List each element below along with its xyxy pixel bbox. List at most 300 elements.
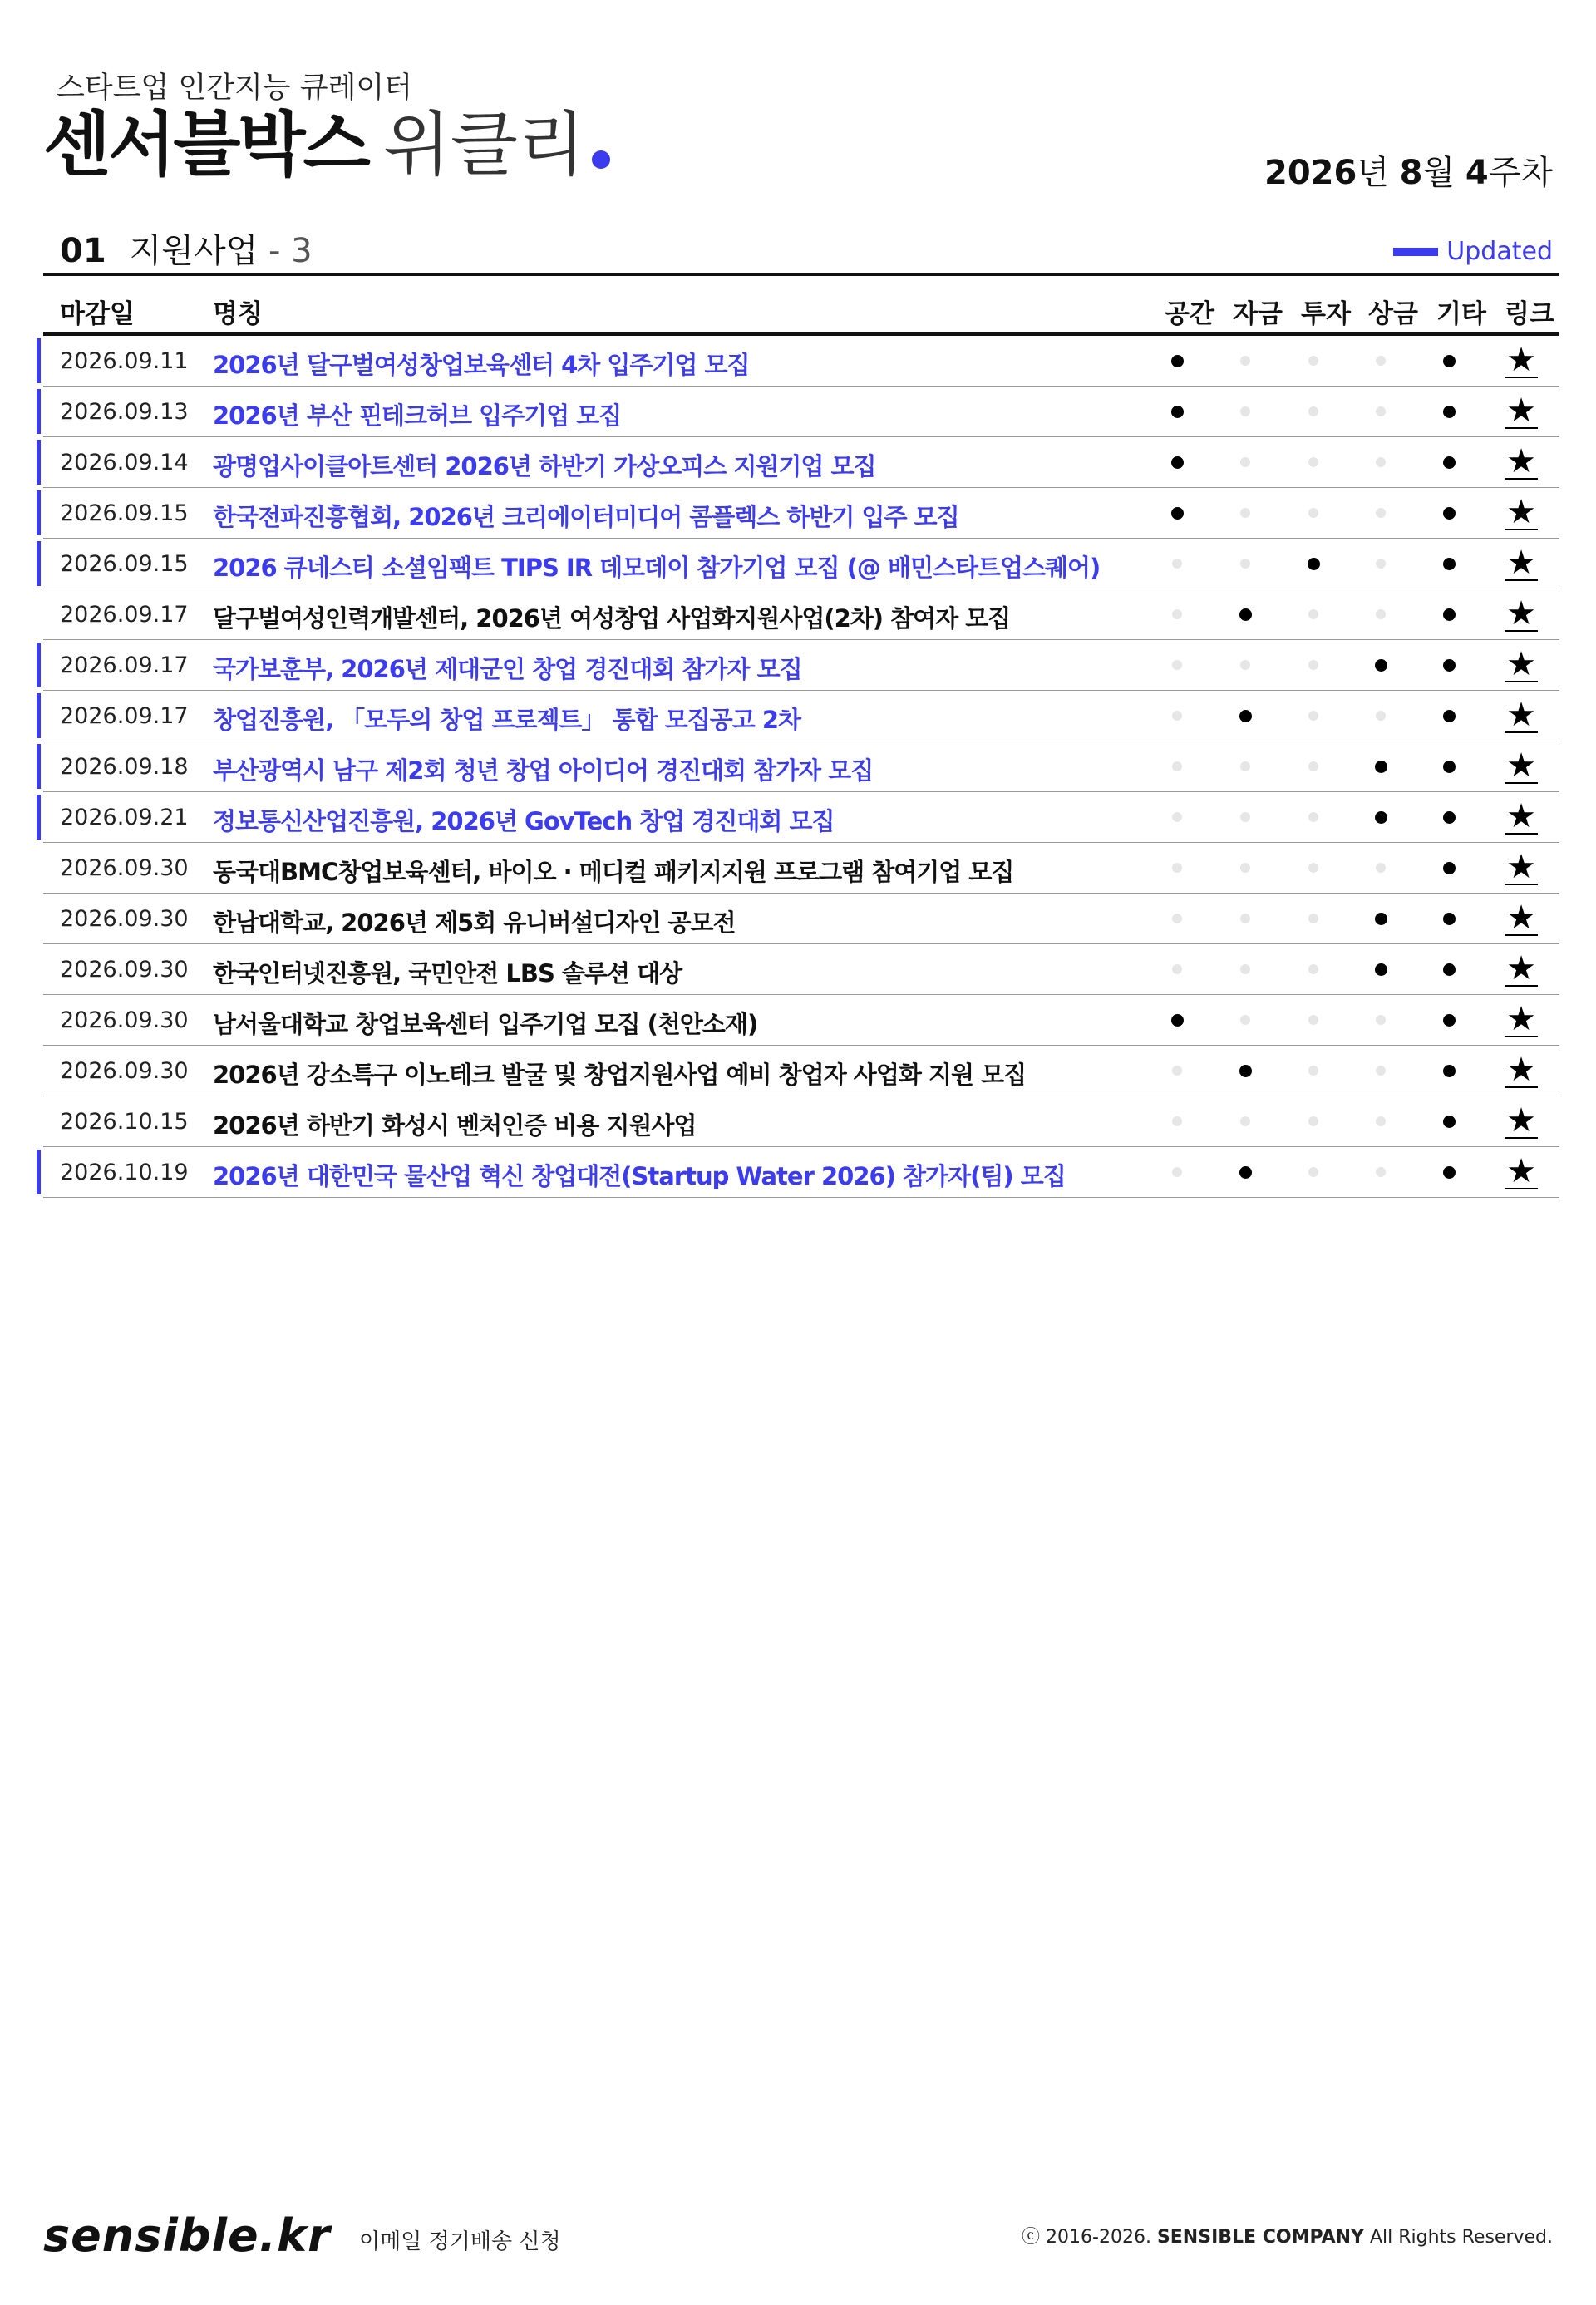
row-invest-cell	[1297, 488, 1330, 538]
row-etc-cell	[1432, 691, 1465, 741]
empty-dot-icon	[1172, 711, 1182, 721]
empty-dot-icon	[1308, 863, 1318, 873]
empty-dot-icon	[1308, 508, 1318, 518]
filled-dot-icon	[1171, 456, 1184, 469]
row-fund-cell	[1229, 691, 1262, 741]
filled-dot-icon	[1239, 710, 1252, 722]
row-space-cell	[1160, 437, 1194, 487]
row-prize-cell	[1364, 792, 1397, 842]
updated-marker	[37, 541, 41, 586]
row-invest-cell	[1297, 894, 1330, 943]
row-prize-cell	[1364, 640, 1397, 690]
empty-dot-icon	[1376, 1015, 1386, 1025]
row-prize-cell	[1364, 488, 1397, 538]
table-row	[43, 1147, 1559, 1198]
empty-dot-icon	[1308, 660, 1318, 670]
row-link-cell	[1500, 1046, 1542, 1096]
filled-dot-icon	[1375, 811, 1387, 824]
table-row	[43, 437, 1559, 488]
empty-dot-icon	[1172, 660, 1182, 670]
row-space-cell	[1160, 539, 1194, 589]
col-etc: 기타	[1436, 299, 1486, 329]
row-deadline: 2026.09.30	[60, 1007, 189, 1033]
row-prize-cell	[1364, 995, 1397, 1045]
row-space-cell	[1160, 995, 1194, 1045]
filled-dot-icon	[1443, 355, 1456, 367]
row-prize-cell	[1364, 437, 1397, 487]
row-name: 부산광역시 남구 제2회 청년 창업 아이디어 경진대회 참가자 모집	[213, 756, 874, 785]
empty-dot-icon	[1376, 457, 1386, 467]
row-link-cell	[1500, 589, 1542, 639]
col-link: 링크	[1505, 299, 1554, 329]
row-invest-cell	[1297, 741, 1330, 791]
empty-dot-icon	[1376, 609, 1386, 619]
empty-dot-icon	[1240, 964, 1250, 974]
row-etc-cell	[1432, 589, 1465, 639]
row-space-cell	[1160, 792, 1194, 842]
week-month: 8	[1399, 154, 1423, 192]
empty-dot-icon	[1376, 508, 1386, 518]
empty-dot-icon	[1376, 1066, 1386, 1076]
filled-dot-icon	[1443, 1065, 1456, 1077]
row-deadline: 2026.09.17	[60, 602, 189, 628]
empty-dot-icon	[1308, 406, 1318, 416]
title-brand: 센서블박스	[43, 104, 368, 185]
row-link-cell	[1500, 1096, 1542, 1146]
header-subtitle: 스타트업 인간지능 큐레이터	[57, 71, 412, 105]
row-fund-cell	[1229, 589, 1262, 639]
row-deadline: 2026.09.17	[60, 703, 189, 729]
filled-dot-icon	[1171, 355, 1184, 367]
table-row	[43, 589, 1559, 640]
row-deadline: 2026.09.13	[60, 399, 189, 425]
updated-legend-label: Updated	[1446, 237, 1553, 266]
row-prize-cell	[1364, 1096, 1397, 1146]
updated-marker	[37, 389, 41, 434]
empty-dot-icon	[1376, 863, 1386, 873]
row-prize-cell	[1364, 589, 1397, 639]
row-prize-cell	[1364, 539, 1397, 589]
table-row	[43, 488, 1559, 539]
row-etc-cell	[1432, 741, 1465, 791]
star-link-icon[interactable]: ★	[1506, 442, 1536, 480]
week-year: 2026	[1264, 154, 1357, 192]
row-space-cell	[1160, 1147, 1194, 1197]
row-link-cell	[1500, 539, 1542, 589]
copyright-company: SENSIBLE COMPANY	[1156, 2227, 1364, 2248]
col-invest: 투자	[1301, 299, 1351, 329]
filled-dot-icon	[1375, 659, 1387, 672]
row-space-cell	[1160, 843, 1194, 893]
updated-legend	[1393, 237, 1553, 266]
table-row	[43, 995, 1559, 1046]
week-label	[1264, 146, 1553, 194]
row-name: 광명업사이클아트센터 2026년 하반기 가상오피스 지원기업 모집	[213, 452, 876, 480]
row-space-cell	[1160, 741, 1194, 791]
empty-dot-icon	[1240, 559, 1250, 569]
filled-dot-icon	[1239, 608, 1252, 621]
row-space-cell	[1160, 387, 1194, 436]
star-link-icon[interactable]: ★	[1506, 1152, 1536, 1190]
row-deadline: 2026.10.19	[60, 1160, 189, 1185]
row-fund-cell	[1229, 741, 1262, 791]
empty-dot-icon	[1376, 711, 1386, 721]
row-name: 한국인터넷진흥원, 국민안전 LBS 솔루션 대상	[213, 959, 682, 988]
updated-marker	[37, 1150, 41, 1194]
subscribe-link[interactable]: 이메일 정기배송 신청	[359, 2229, 561, 2254]
empty-dot-icon	[1308, 1066, 1318, 1076]
row-etc-cell	[1432, 843, 1465, 893]
star-link-icon[interactable]: ★	[1506, 1051, 1536, 1089]
row-space-cell	[1160, 488, 1194, 538]
filled-dot-icon	[1443, 608, 1456, 621]
filled-dot-icon	[1443, 862, 1456, 874]
row-deadline: 2026.09.15	[60, 500, 189, 526]
empty-dot-icon	[1240, 863, 1250, 873]
row-deadline: 2026.09.30	[60, 957, 189, 983]
row-invest-cell	[1297, 1096, 1330, 1146]
filled-dot-icon	[1239, 1166, 1252, 1179]
empty-dot-icon	[1240, 812, 1250, 822]
row-space-cell	[1160, 1046, 1194, 1096]
updated-marker	[37, 440, 41, 485]
filled-dot-icon	[1239, 1065, 1252, 1077]
row-space-cell	[1160, 589, 1194, 639]
table-row	[43, 894, 1559, 944]
empty-dot-icon	[1240, 761, 1250, 771]
star-link-icon[interactable]: ★	[1506, 848, 1536, 886]
row-etc-cell	[1432, 437, 1465, 487]
updated-marker	[37, 490, 41, 535]
empty-dot-icon	[1240, 406, 1250, 416]
row-fund-cell	[1229, 437, 1262, 487]
star-link-icon[interactable]: ★	[1506, 899, 1536, 937]
table-row	[43, 1096, 1559, 1147]
row-fund-cell	[1229, 894, 1262, 943]
empty-dot-icon	[1172, 1116, 1182, 1126]
row-link-cell	[1500, 488, 1542, 538]
row-deadline: 2026.09.21	[60, 805, 189, 830]
row-prize-cell	[1364, 691, 1397, 741]
star-link-icon[interactable]: ★	[1506, 696, 1536, 734]
empty-dot-icon	[1308, 812, 1318, 822]
row-fund-cell	[1229, 1147, 1262, 1197]
star-link-icon[interactable]: ★	[1506, 392, 1536, 430]
table-row	[43, 387, 1559, 437]
week-number-suffix: 주차	[1488, 154, 1553, 192]
empty-dot-icon	[1376, 406, 1386, 416]
section-heading	[60, 224, 313, 272]
empty-dot-icon	[1376, 1116, 1386, 1126]
filled-dot-icon	[1443, 1014, 1456, 1027]
row-link-cell	[1500, 1147, 1542, 1197]
empty-dot-icon	[1308, 914, 1318, 923]
row-deadline: 2026.09.15	[60, 551, 189, 577]
filled-dot-icon	[1375, 963, 1387, 976]
star-link-icon[interactable]: ★	[1506, 493, 1536, 531]
row-name: 국가보훈부, 2026년 제대군인 창업 경진대회 참가자 모집	[213, 655, 802, 683]
empty-dot-icon	[1172, 1066, 1182, 1076]
empty-dot-icon	[1172, 609, 1182, 619]
updated-marker	[37, 338, 41, 383]
empty-dot-icon	[1240, 356, 1250, 366]
row-name: 남서울대학교 창업보육센터 입주기업 모집 (천안소재)	[213, 1010, 758, 1038]
row-link-cell	[1500, 792, 1542, 842]
row-space-cell	[1160, 1096, 1194, 1146]
row-fund-cell	[1229, 336, 1262, 386]
row-name: 2026년 강소특구 이노테크 발굴 및 창업지원사업 예비 창업자 사업화 지원 모집	[213, 1061, 1027, 1089]
row-deadline: 2026.09.11	[60, 348, 189, 374]
empty-dot-icon	[1308, 964, 1318, 974]
filled-dot-icon	[1443, 456, 1456, 469]
table-row	[43, 640, 1559, 691]
filled-dot-icon	[1171, 507, 1184, 520]
star-link-icon[interactable]: ★	[1506, 1101, 1536, 1140]
row-fund-cell	[1229, 539, 1262, 589]
empty-dot-icon	[1376, 356, 1386, 366]
row-name: 한남대학교, 2026년 제5회 유니버설디자인 공모전	[213, 909, 736, 937]
row-deadline: 2026.09.30	[60, 855, 189, 881]
row-name: 2026년 대한민국 물산업 혁신 창업대전(Startup Water 2026) 참가자(팀) 모집	[213, 1162, 1066, 1190]
filled-dot-icon	[1443, 659, 1456, 672]
empty-dot-icon	[1308, 609, 1318, 619]
table-row	[43, 944, 1559, 995]
row-invest-cell	[1297, 336, 1330, 386]
filled-dot-icon	[1171, 1014, 1184, 1027]
row-etc-cell	[1432, 488, 1465, 538]
row-deadline: 2026.10.15	[60, 1109, 189, 1135]
row-invest-cell	[1297, 387, 1330, 436]
row-etc-cell	[1432, 336, 1465, 386]
empty-dot-icon	[1308, 711, 1318, 721]
star-link-icon[interactable]: ★	[1506, 797, 1536, 835]
col-space: 공간	[1165, 299, 1214, 329]
title-weekly: 위클리	[382, 104, 586, 185]
week-number: 4	[1465, 154, 1489, 192]
row-name: 2026 큐네스티 소셜임팩트 TIPS IR 데모데이 참가기업 모집 (@ 배민스타트업스퀘어)	[213, 554, 1101, 582]
row-link-cell	[1500, 336, 1542, 386]
star-link-icon[interactable]: ★	[1506, 544, 1536, 582]
filled-dot-icon	[1171, 406, 1184, 418]
table-row	[43, 741, 1559, 792]
row-invest-cell	[1297, 1046, 1330, 1096]
filled-dot-icon	[1443, 710, 1456, 722]
star-link-icon[interactable]: ★	[1506, 1000, 1536, 1038]
empty-dot-icon	[1172, 914, 1182, 923]
empty-dot-icon	[1240, 1015, 1250, 1025]
row-space-cell	[1160, 944, 1194, 994]
empty-dot-icon	[1308, 1015, 1318, 1025]
col-prize: 상금	[1368, 299, 1418, 329]
row-deadline: 2026.09.30	[60, 906, 189, 932]
table-body	[43, 336, 1559, 1198]
row-invest-cell	[1297, 437, 1330, 487]
row-fund-cell	[1229, 488, 1262, 538]
row-invest-cell	[1297, 1147, 1330, 1197]
filled-dot-icon	[1375, 913, 1387, 925]
section-title: 지원사업	[129, 232, 259, 270]
filled-dot-icon	[1375, 761, 1387, 773]
empty-dot-icon	[1240, 457, 1250, 467]
filled-dot-icon	[1443, 558, 1456, 570]
footer-logo[interactable]: sensible.kr	[43, 2209, 331, 2262]
section-suffix: - 3	[268, 232, 313, 270]
empty-dot-icon	[1240, 660, 1250, 670]
row-fund-cell	[1229, 1046, 1262, 1096]
page-title	[43, 104, 610, 185]
row-name: 달구벌여성인력개발센터, 2026년 여성창업 사업화지원사업(2차) 참여자 모집	[213, 604, 1011, 633]
row-etc-cell	[1432, 995, 1465, 1045]
row-fund-cell	[1229, 843, 1262, 893]
star-link-icon[interactable]: ★	[1506, 949, 1536, 988]
row-name: 2026년 달구벌여성창업보육센터 4차 입주기업 모집	[213, 351, 750, 379]
row-etc-cell	[1432, 894, 1465, 943]
empty-dot-icon	[1308, 1167, 1318, 1177]
row-etc-cell	[1432, 640, 1465, 690]
filled-dot-icon	[1443, 406, 1456, 418]
row-deadline: 2026.09.30	[60, 1058, 189, 1084]
row-fund-cell	[1229, 387, 1262, 436]
table-row	[43, 1046, 1559, 1096]
row-fund-cell	[1229, 792, 1262, 842]
table-row	[43, 792, 1559, 843]
table-row	[43, 691, 1559, 741]
filled-dot-icon	[1443, 507, 1456, 520]
filled-dot-icon	[1443, 1166, 1456, 1179]
row-etc-cell	[1432, 387, 1465, 436]
star-link-icon[interactable]: ★	[1506, 645, 1536, 683]
row-fund-cell	[1229, 995, 1262, 1045]
row-space-cell	[1160, 691, 1194, 741]
row-prize-cell	[1364, 944, 1397, 994]
row-prize-cell	[1364, 894, 1397, 943]
row-invest-cell	[1297, 640, 1330, 690]
empty-dot-icon	[1308, 457, 1318, 467]
row-prize-cell	[1364, 1046, 1397, 1096]
empty-dot-icon	[1240, 1116, 1250, 1126]
row-link-cell	[1500, 995, 1542, 1045]
row-deadline: 2026.09.14	[60, 450, 189, 475]
row-etc-cell	[1432, 1147, 1465, 1197]
row-link-cell	[1500, 691, 1542, 741]
empty-dot-icon	[1172, 863, 1182, 873]
empty-dot-icon	[1240, 508, 1250, 518]
updated-marker	[37, 693, 41, 738]
filled-dot-icon	[1443, 913, 1456, 925]
filled-dot-icon	[1443, 811, 1456, 824]
row-etc-cell	[1432, 1096, 1465, 1146]
row-link-cell	[1500, 944, 1542, 994]
row-link-cell	[1500, 843, 1542, 893]
row-link-cell	[1500, 640, 1542, 690]
col-fund: 자금	[1233, 299, 1283, 329]
filled-dot-icon	[1443, 963, 1456, 976]
table-header	[43, 273, 1559, 336]
row-space-cell	[1160, 894, 1194, 943]
row-fund-cell	[1229, 944, 1262, 994]
row-prize-cell	[1364, 843, 1397, 893]
row-etc-cell	[1432, 539, 1465, 589]
star-link-icon[interactable]: ★	[1506, 746, 1536, 785]
empty-dot-icon	[1172, 812, 1182, 822]
updated-marker	[37, 643, 41, 687]
empty-dot-icon	[1172, 964, 1182, 974]
copyright-prefix: ⓒ 2016-2026.	[1022, 2227, 1151, 2248]
empty-dot-icon	[1376, 1167, 1386, 1177]
row-name: 창업진흥원, 「모두의 창업 프로젝트」 통합 모집공고 2차	[213, 706, 801, 734]
row-etc-cell	[1432, 1046, 1465, 1096]
updated-bar-icon	[1393, 248, 1438, 256]
row-etc-cell	[1432, 792, 1465, 842]
row-invest-cell	[1297, 944, 1330, 994]
row-name: 2026년 하반기 화성시 벤처인증 비용 지원사업	[213, 1111, 697, 1140]
row-prize-cell	[1364, 387, 1397, 436]
row-deadline: 2026.09.17	[60, 653, 189, 678]
row-invest-cell	[1297, 589, 1330, 639]
row-invest-cell	[1297, 843, 1330, 893]
empty-dot-icon	[1172, 559, 1182, 569]
updated-marker	[37, 744, 41, 789]
row-name: 한국전파진흥협회, 2026년 크리에이터미디어 콤플렉스 하반기 입주 모집	[213, 503, 959, 531]
star-link-icon[interactable]: ★	[1506, 594, 1536, 633]
filled-dot-icon	[1443, 761, 1456, 773]
row-name: 2026년 부산 핀테크허브 입주기업 모집	[213, 401, 622, 430]
table-row	[43, 539, 1559, 589]
row-deadline: 2026.09.18	[60, 754, 189, 780]
filled-dot-icon	[1308, 558, 1320, 570]
row-fund-cell	[1229, 640, 1262, 690]
week-year-suffix: 년	[1357, 154, 1389, 192]
row-link-cell	[1500, 741, 1542, 791]
program-table	[43, 273, 1559, 1198]
row-invest-cell	[1297, 995, 1330, 1045]
col-deadline: 마감일	[60, 299, 135, 329]
updated-marker	[37, 795, 41, 840]
table-row	[43, 843, 1559, 894]
row-link-cell	[1500, 437, 1542, 487]
section-number: 01	[60, 232, 106, 270]
row-space-cell	[1160, 336, 1194, 386]
filled-dot-icon	[1443, 1116, 1456, 1128]
table-row	[43, 336, 1559, 387]
empty-dot-icon	[1308, 761, 1318, 771]
empty-dot-icon	[1376, 559, 1386, 569]
row-fund-cell	[1229, 1096, 1262, 1146]
empty-dot-icon	[1240, 914, 1250, 923]
empty-dot-icon	[1172, 761, 1182, 771]
col-name: 명칭	[213, 299, 263, 329]
row-invest-cell	[1297, 691, 1330, 741]
row-link-cell	[1500, 894, 1542, 943]
row-invest-cell	[1297, 792, 1330, 842]
star-link-icon[interactable]: ★	[1506, 341, 1536, 379]
copyright-suffix: All Rights Reserved.	[1369, 2227, 1553, 2248]
row-prize-cell	[1364, 741, 1397, 791]
row-space-cell	[1160, 640, 1194, 690]
row-prize-cell	[1364, 1147, 1397, 1197]
row-name: 동국대BMC창업보육센터, 바이오 · 메디컬 패키지지원 프로그램 참여기업 모집	[213, 858, 1014, 886]
row-etc-cell	[1432, 944, 1465, 994]
empty-dot-icon	[1308, 356, 1318, 366]
empty-dot-icon	[1308, 1116, 1318, 1126]
row-prize-cell	[1364, 336, 1397, 386]
week-month-suffix: 월	[1422, 154, 1456, 192]
empty-dot-icon	[1172, 1167, 1182, 1177]
title-dot-icon	[592, 150, 610, 169]
row-link-cell	[1500, 387, 1542, 436]
copyright	[1022, 2223, 1553, 2248]
row-invest-cell	[1297, 539, 1330, 589]
